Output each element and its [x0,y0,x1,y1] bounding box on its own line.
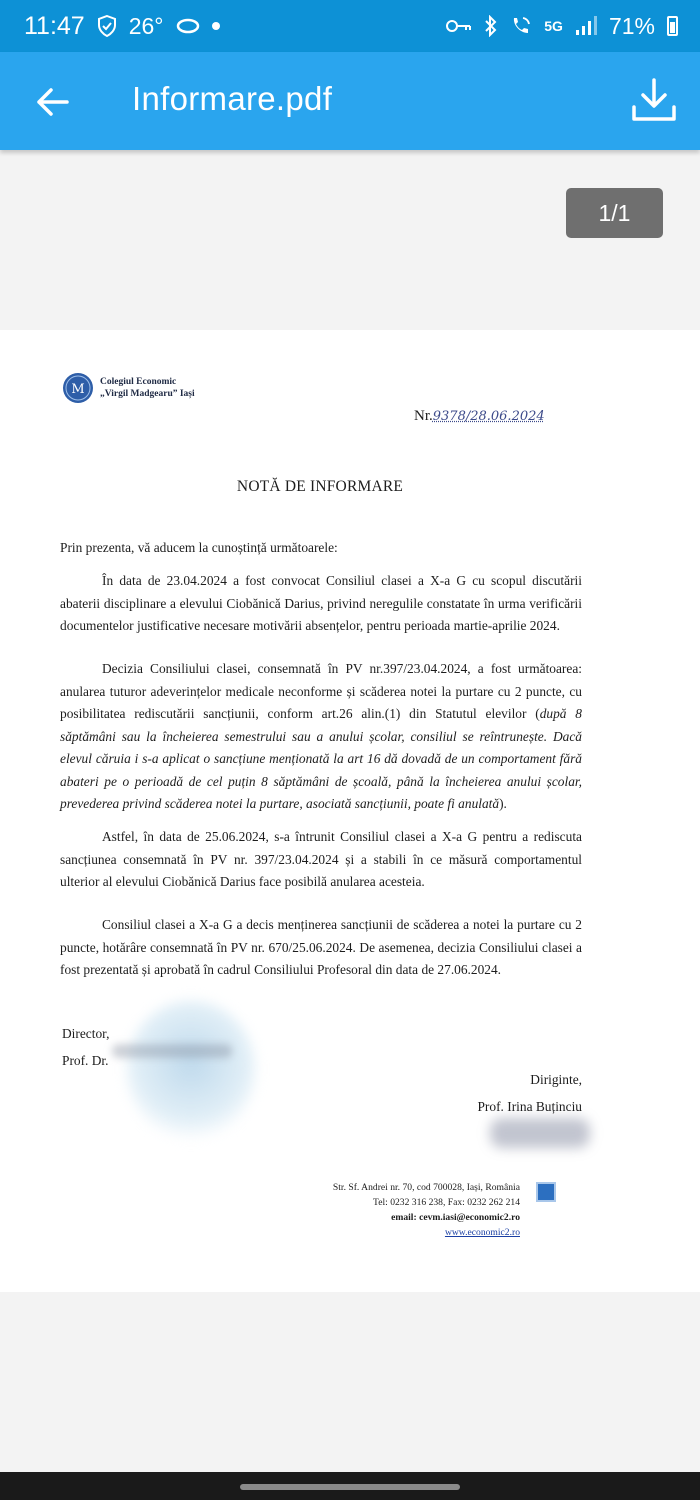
page-indicator: 1/1 [566,188,663,238]
blurred-signature [490,1118,590,1148]
wifi-call-icon [510,15,532,37]
key-icon [446,19,472,33]
bluetooth-icon [484,15,498,37]
contact-info [290,1180,520,1240]
download-icon [630,77,678,123]
director-title: Director, [62,1026,110,1041]
paragraph-3: Astfel, în data de 25.06.2024, s-a întrunit Consiliul clasei a X-a G pentru a rediscuta sancțiunea consemnată în PV nr. 397/23.04.2024 și a stabili în ce măsură comportamentul ulterior al elevului Ciobănică Darius face posibilă anularea acesteia. [60,829,582,889]
network-type: 5G [544,18,563,34]
status-right [446,13,678,40]
paragraph-1: În data de 23.04.2024 a fost convocat Consiliul clasei a X-a G cu scopul discutării abaterii disciplinare a elevului Ciobănică Darius, privind neregulile constatate în urma verificării documentelor justificative necesare motivării absențelor, pentru perioada martie-aprilie 2024. [60,573,582,633]
app-bar [0,52,700,150]
signal-icon [575,16,597,36]
diriginte-title: Diriginte, [530,1072,582,1087]
school-logo-icon [62,372,94,404]
back-button[interactable] [30,80,74,124]
status-time: 11:47 [24,11,85,40]
contact-phone: Tel: 0232 316 238, Fax: 0232 262 214 [373,1197,520,1208]
contact-address: Str. Sf. Andrei nr. 70, cod 700028, Iași, România [332,1182,520,1193]
contact-email: email: cevm.iasi@economic2.ro [391,1212,520,1223]
school-name-line2: „Virgil Madgearu” Iași [100,389,195,399]
status-left [24,12,220,41]
blurred-seal [126,1000,256,1140]
temperature: 26° [128,12,164,39]
home-gesture-handle[interactable] [240,1484,460,1490]
document-number [414,408,545,425]
intro-paragraph: Prin prezenta, vă aducem la cunoștință următoarele: [60,540,338,555]
status-bar [0,0,700,52]
school-name-line1: Colegiul Economic [100,377,177,387]
document-title: Informare.pdf [132,80,333,117]
director-signature-block [62,1020,109,1074]
contact-website-link[interactable]: www.economic2.ro [444,1227,520,1238]
battery-icon [667,16,678,36]
svg-text:M: M [71,382,85,397]
notification-dot-icon [212,22,220,30]
paragraph-2-text: Decizia Consiliului clasei, consemnată în PV nr.397/23.04.2024, a fost următoarea: anularea tuturor adeverințelor medicale neconforme și scăderea notei la purtare cu 2 puncte, cu posibilitatea rediscutării sancțiunii, conform art.26 alin.(1) din Statutul elevilor ( [60,661,582,721]
document-number-prefix: Nr. [414,408,433,424]
paragraph-2-end: ). [499,796,507,811]
school-name [100,376,195,400]
contact-logo-icon [536,1182,556,1202]
notice-title: NOTĂ DE INFORMARE [236,478,404,495]
diriginte-signature-block [432,1066,582,1120]
blurred-director-name [112,1044,232,1058]
diriginte-name: Prof. Irina Buținciu [477,1099,582,1114]
paragraph-4: Consiliul clasei a X-a G a decis menținerea sancțiunii de scăderea a notei la purtare cu 2 puncte, hotărâre consemnată în PV nr. 670/25.06.2024. De asemenea, decizia Consiliului clasei a fost prezentată și aprobată în cadrul Consiliului Profesoral din data de 27.06.2024. [60,917,582,977]
arrow-left-icon [35,87,69,117]
paragraph-2 [60,658,582,816]
download-button[interactable] [628,74,680,126]
paragraph-2-quote: după 8 săptămâni sau la încheierea semestrului sau a anului școlar, consiliul se reîntrunește. Dacă elevul căruia i s-a aplicat o sancțiune menționată la art 16 dă dovadă de un comportament fără abateri pe o perioadă de cel puțin 8 săptămâni de școală, până la încheierea anului școlar, prevederea privind scăderea notei la purtare, asociată sancțiunii, poate fi anulată [60,706,582,811]
battery-percent: 71% [608,12,655,39]
shield-check-icon [97,15,117,37]
director-name: Prof. Dr. [62,1053,109,1068]
document-number-value: 9378/28.06.2024 [432,409,545,424]
loop-icon [176,18,200,34]
